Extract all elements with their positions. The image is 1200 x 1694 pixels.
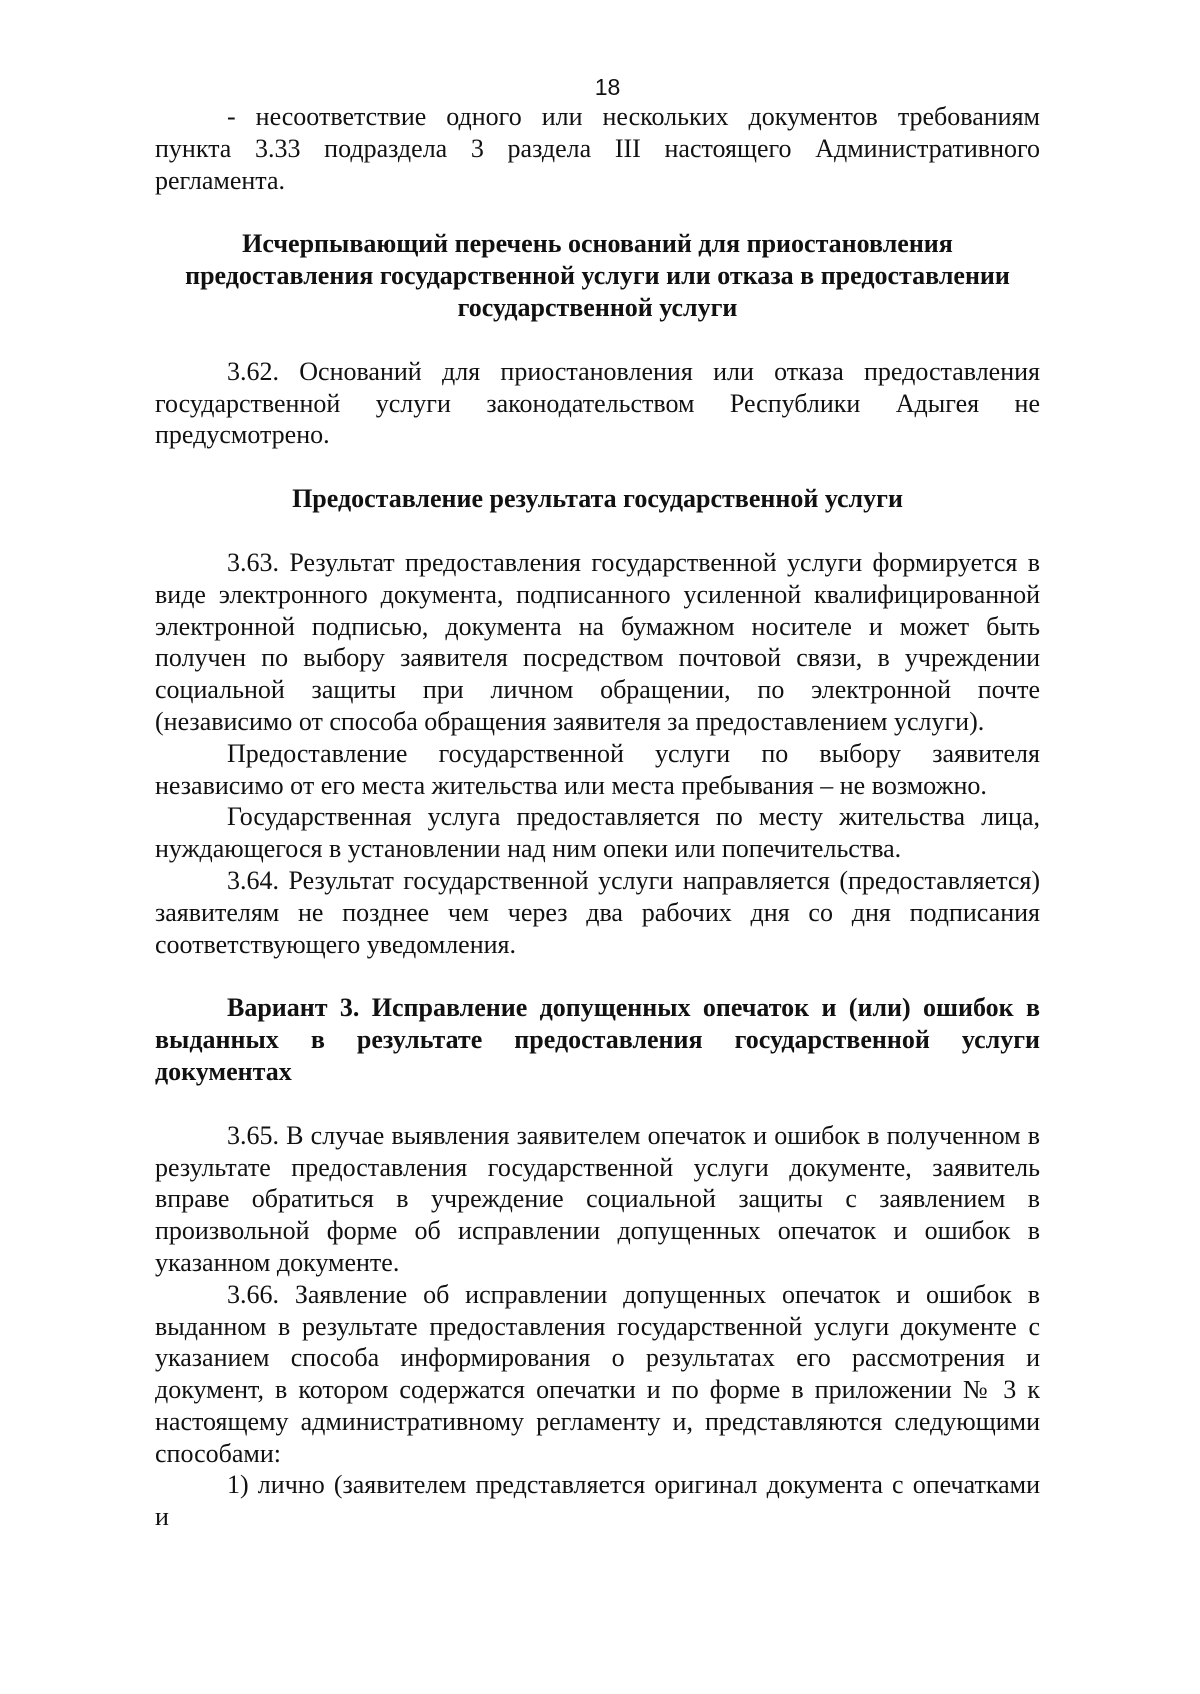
heading-line: Исчерпывающий перечень оснований для приостановления [242, 229, 953, 259]
paragraph-3-64: 3.64. Результат государственной услуги направляется (предоставляется) заявителям не позднее чем через два рабочих дня со дня подписания соответствующего уведомления. [155, 865, 1040, 959]
section-heading-grounds [155, 228, 1040, 323]
paragraph-3-62: 3.62. Оснований для приостановления или отказа предоставления государственной услуги законодательством Республики Адыгея не предусмотрено. [155, 356, 1040, 450]
paragraph-3-66-item-1: 1) лично (заявителем представляется оригинал документа с опечатками и [155, 1470, 1040, 1532]
paragraph-3-66: 3.66. Заявление об исправлении допущенных опечаток и ошибок в выданном в результате предоставления государственной услуги документе с указанием способа информирования о результатах его рассмотрения и документ, в котором содержатся опечатки и по форме в приложении № 3 к настоящему административному регламенту и, представляются следующими способами: [155, 1279, 1040, 1468]
paragraph-3-65: 3.65. В случае выявления заявителем опечаток и ошибок в полученном в результате предоставления государственной услуги документе, заявитель вправе обратиться в учреждение социальной защиты с заявлением в произвольной форме об исправлении допущенных опечаток и ошибок в указанном документе. [155, 1120, 1040, 1277]
paragraph-3-63-residence: Государственная услуга предоставляется по месту жительства лица, нуждающегося в установлении над ним опеки или попечительства. [155, 802, 1040, 864]
page-number: 18 [594, 74, 621, 100]
heading-line: предоставления государственной услуги или отказа в предоставлении [185, 261, 1010, 291]
heading-line: государственной услуги [457, 292, 738, 322]
section-heading-result: Предоставление результата государственной услуги [292, 484, 903, 514]
paragraph-nonconformity: - несоответствие одного или нескольких документов требованиям пункта 3.33 подраздела 3 раздела III настоящего Административного регламента. [155, 102, 1040, 195]
paragraph-3-63: 3.63. Результат предоставления государственной услуги формируется в виде электронного документа, подписанного усиленной квалифицированной электронной подписью, документа на бумажном носителе и может быть получен по выбору заявителя посредством почтовой связи, в учреждении социальной защиты при личном обращении, по электронной почте (независимо от способа обращения заявителя за предоставлением услуги). [155, 547, 1040, 736]
section-heading-variant-3: Вариант 3. Исправление допущенных опечаток и (или) ошибок в выданных в результате предоставления государственной услуги документах [155, 993, 1040, 1086]
paragraph-3-63-choice: Предоставление государственной услуги по выбору заявителя независимо от его места жительства или места пребывания – не возможно. [155, 738, 1040, 800]
